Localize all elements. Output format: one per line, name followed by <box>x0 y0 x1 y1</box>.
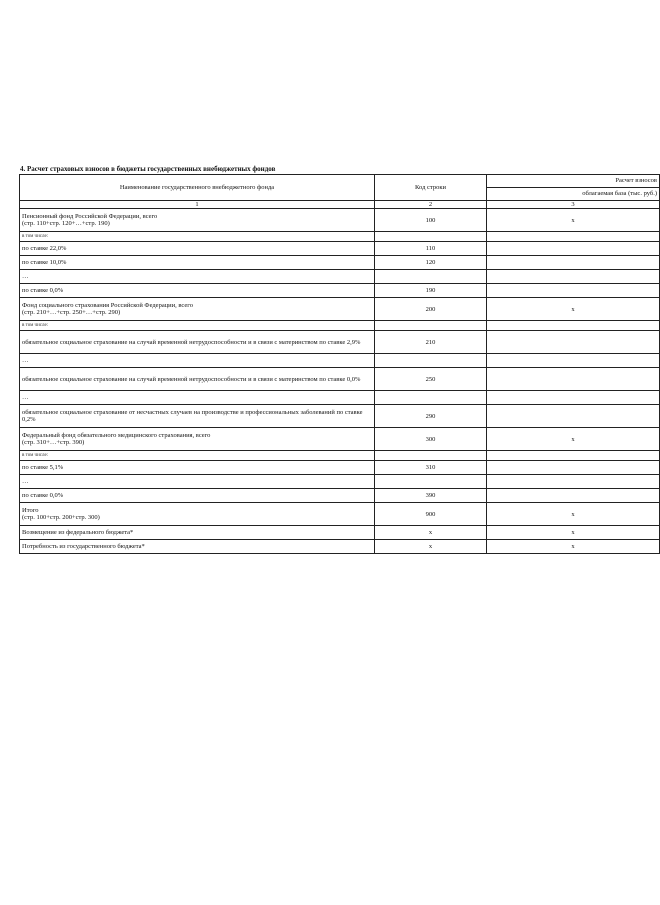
table-row <box>20 475 660 489</box>
row-name: по ставке 22,0% <box>20 242 375 256</box>
row-taxable-base <box>487 489 660 503</box>
row-code: х <box>375 526 487 540</box>
header-row-code: Код строки <box>375 175 487 201</box>
row-code: 250 <box>375 368 487 391</box>
row-code: 110 <box>375 242 487 256</box>
row-name: Возмещение из федерального бюджета* <box>20 526 375 540</box>
table-body <box>20 201 660 554</box>
column-numbers-row <box>20 201 660 209</box>
row-code <box>375 391 487 405</box>
row-code: 390 <box>375 489 487 503</box>
row-taxable-base: х <box>487 503 660 526</box>
row-code <box>375 232 487 242</box>
row-name: Потребность из государственного бюджета* <box>20 540 375 554</box>
row-taxable-base <box>487 242 660 256</box>
row-code: 310 <box>375 461 487 475</box>
contributions-table <box>19 174 660 554</box>
row-taxable-base <box>487 475 660 489</box>
table-row <box>20 284 660 298</box>
row-taxable-base <box>487 270 660 284</box>
row-taxable-base <box>487 331 660 354</box>
table-row <box>20 242 660 256</box>
row-name: в том числе: <box>20 232 375 242</box>
table-row <box>20 209 660 232</box>
table-row <box>20 461 660 475</box>
row-code: 300 <box>375 428 487 451</box>
table-row <box>20 270 660 284</box>
table-row <box>20 540 660 554</box>
header-calculation: Расчет взносов <box>487 175 660 188</box>
row-taxable-base <box>487 354 660 368</box>
row-code <box>375 451 487 461</box>
table-row <box>20 405 660 428</box>
row-name: в том числе: <box>20 451 375 461</box>
row-code <box>375 354 487 368</box>
row-name: … <box>20 354 375 368</box>
row-taxable-base: х <box>487 540 660 554</box>
column-number: 1 <box>20 201 375 209</box>
row-taxable-base <box>487 284 660 298</box>
column-number: 3 <box>487 201 660 209</box>
table-row <box>20 256 660 270</box>
table-row <box>20 391 660 405</box>
row-name: по ставке 0,0% <box>20 489 375 503</box>
table-row <box>20 368 660 391</box>
row-name: … <box>20 270 375 284</box>
section-title: 4. Расчет страховых взносов в бюджеты государственных внебюджетных фондов <box>20 165 276 173</box>
row-taxable-base <box>487 461 660 475</box>
table-row <box>20 331 660 354</box>
table-row <box>20 503 660 526</box>
row-code: 900 <box>375 503 487 526</box>
row-taxable-base <box>487 321 660 331</box>
row-name: … <box>20 391 375 405</box>
table-row <box>20 321 660 331</box>
row-code <box>375 475 487 489</box>
table-row <box>20 489 660 503</box>
row-taxable-base <box>487 232 660 242</box>
table-row <box>20 232 660 242</box>
table-row <box>20 526 660 540</box>
row-taxable-base <box>487 451 660 461</box>
row-name: обязательное социальное страхование на случай временной нетрудоспособности и в связи с материнством по ставке 2,9% <box>20 331 375 354</box>
header-taxable-base: облагаемая база (тыс. руб.) <box>487 188 660 201</box>
table-row <box>20 354 660 368</box>
row-name: в том числе: <box>20 321 375 331</box>
row-taxable-base <box>487 256 660 270</box>
row-name: Итого (стр. 100+стр. 200+стр. 300) <box>20 503 375 526</box>
table-row <box>20 428 660 451</box>
row-code: 200 <box>375 298 487 321</box>
row-taxable-base: х <box>487 209 660 232</box>
row-taxable-base <box>487 405 660 428</box>
table-row <box>20 298 660 321</box>
row-taxable-base <box>487 368 660 391</box>
row-taxable-base: х <box>487 428 660 451</box>
row-code: 120 <box>375 256 487 270</box>
row-code <box>375 270 487 284</box>
row-name: Пенсионный фонд Российской Федерации, всего (стр. 110+стр. 120+…+стр. 190) <box>20 209 375 232</box>
row-code: 210 <box>375 331 487 354</box>
row-name: по ставке 0,0% <box>20 284 375 298</box>
row-name: обязательное социальное страхование от несчастных случаев на производстве и профессиональных заболеваний по ставке 0,2% <box>20 405 375 428</box>
row-code: 290 <box>375 405 487 428</box>
row-code <box>375 321 487 331</box>
row-name: … <box>20 475 375 489</box>
table-row <box>20 451 660 461</box>
row-name: Фонд социального страхования Российской Федерации, всего (стр. 210+…+стр. 250+…+стр. 290) <box>20 298 375 321</box>
row-taxable-base: х <box>487 298 660 321</box>
row-name: Федеральный фонд обязательного медицинского страхования, всего (стр. 310+…+стр. 390) <box>20 428 375 451</box>
row-code: 100 <box>375 209 487 232</box>
row-name: по ставке 5,1% <box>20 461 375 475</box>
row-code: х <box>375 540 487 554</box>
header-fund-name: Наименование государственного внебюджетного фонда <box>20 175 375 201</box>
row-name: обязательное социальное страхование на случай временной нетрудоспособности и в связи с материнством по ставке 0,0% <box>20 368 375 391</box>
row-taxable-base: х <box>487 526 660 540</box>
column-number: 2 <box>375 201 487 209</box>
row-code: 190 <box>375 284 487 298</box>
row-taxable-base <box>487 391 660 405</box>
row-name: по ставке 10,0% <box>20 256 375 270</box>
